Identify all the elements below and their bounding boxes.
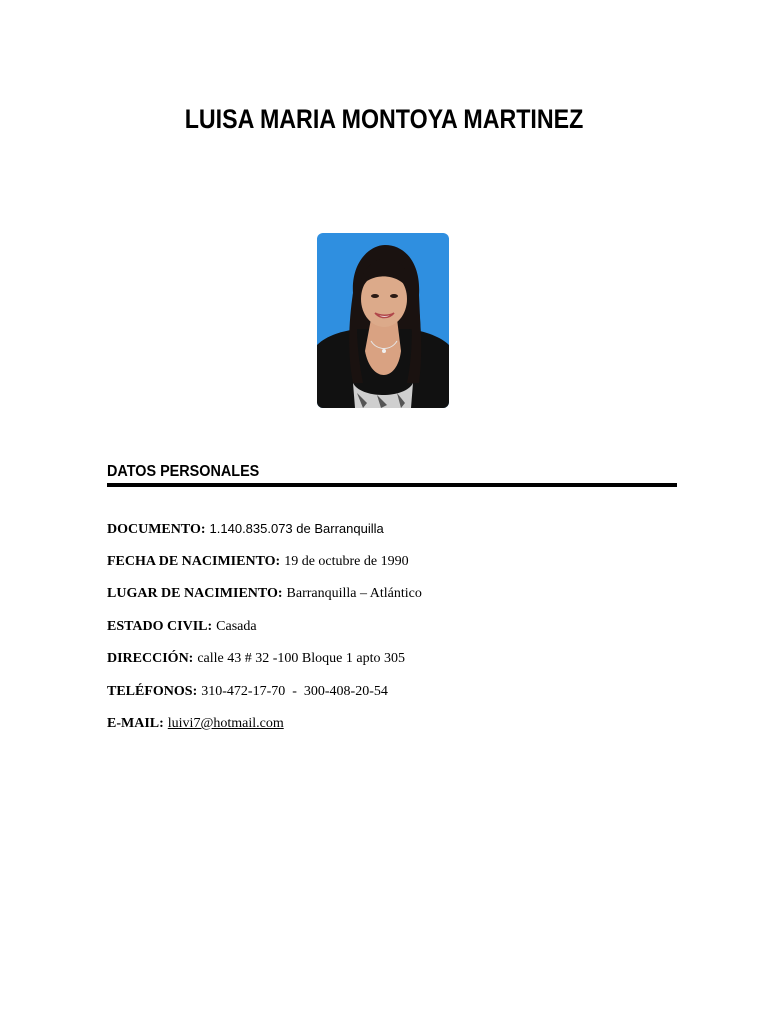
info-value: Barranquilla – Atlántico	[286, 586, 422, 601]
info-row-birth-date	[107, 551, 422, 584]
person-portrait-icon	[317, 233, 449, 408]
info-label: FECHA DE NACIMIENTO:	[107, 553, 281, 569]
info-value: 1.140.835.073 de Barranquilla	[209, 521, 384, 536]
info-row-document	[107, 518, 422, 551]
info-row-civil-status	[107, 616, 422, 649]
info-label: E-MAIL:	[107, 716, 164, 731]
info-label: ESTADO CIVIL:	[107, 618, 213, 634]
info-label: LUGAR DE NACIMIENTO:	[107, 586, 283, 601]
info-row-address	[107, 648, 422, 681]
section-title-personal-data: DATOS PERSONALES	[107, 463, 260, 480]
profile-photo	[317, 233, 449, 408]
info-value: calle 43 # 32 -100 Bloque 1 apto 305	[197, 651, 405, 666]
info-row-email	[107, 713, 422, 746]
email-link[interactable]: luivi7@hotmail.com	[167, 716, 284, 731]
info-label: TELÉFONOS:	[107, 683, 198, 699]
resume-name-title: LUISA MARIA MONTOYA MARTINEZ	[184, 104, 584, 134]
info-value: 310-472-17-70 - 300-408-20-54	[201, 683, 388, 699]
info-row-birth-place	[107, 583, 422, 616]
info-label: DIRECCIÓN:	[107, 651, 194, 666]
info-label: DOCUMENTO:	[107, 522, 206, 537]
info-value: Casada	[216, 618, 257, 634]
personal-data-list	[107, 518, 422, 746]
info-row-phones	[107, 681, 422, 714]
section-divider	[107, 483, 677, 487]
info-value: 19 de octubre de 1990	[284, 553, 409, 569]
